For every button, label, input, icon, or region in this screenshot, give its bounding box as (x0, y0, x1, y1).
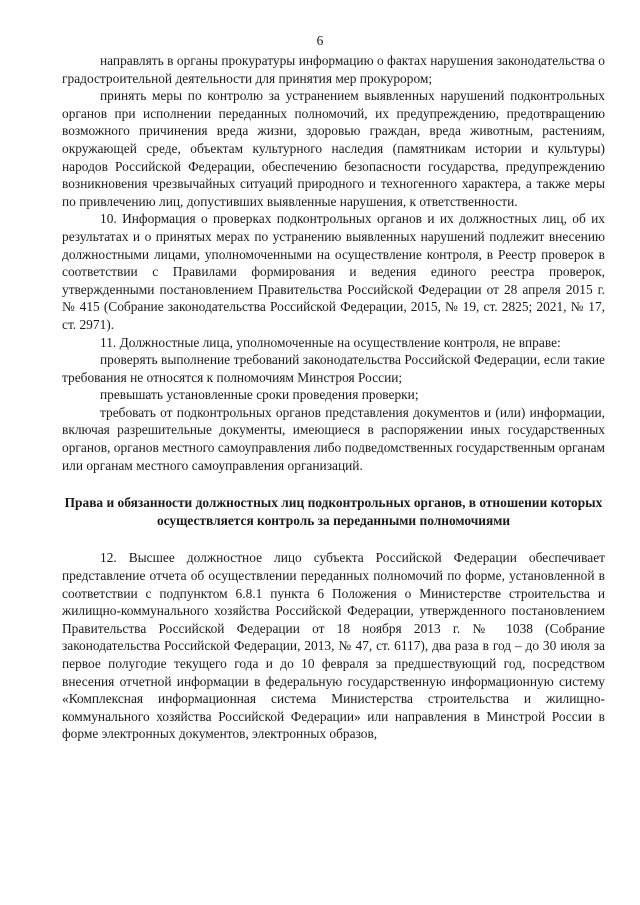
page-number: 6 (316, 33, 324, 48)
paragraph: требовать от подконтрольных органов представления документов и (или) информации, включая разрешительные документы, имеющиеся в распоряжении иных государственных органов, органов местного самоуправления либо подведомственных государственным органам или органам местного самоуправления организаций. (62, 404, 605, 473)
paragraph: проверять выполнение требований законодательства Российской Федерации, если такие требования не относятся к полномочиям Минстроя России; (62, 352, 605, 385)
paragraph: принять меры по контролю за устранением выявленных нарушений подконтрольных органов при исполнении переданных полномочий, их предупреждению, предотвращению возможного причинения вреда жизни, здоровью граждан, вреда животным, растениям, окружающей среде, объектам культурного наследия (памятникам истории и культуры) народов Российской Федерации, обеспечению безопасности государства, предупреждению возникновения чрезвычайных ситуаций природного и техногенного характера, а также меры по привлечению лиц, допустивших выявленные нарушения, к ответственности. (62, 88, 605, 209)
paragraph: превышать установленные сроки проведения проверки; (100, 387, 419, 403)
document-body (62, 52, 605, 743)
paragraph: 12. Высшее должностное лицо субъекта Российской Федерации обеспечивает представление отчета об осуществлении переданных полномочий по форме, установленной в соответствии с подпунктом 6.8.1 пункта 6 Положения о Министерстве строительства и жилищно-коммунального хозяйства Российской Федерации, утвержденного постановлением Правительства Российской Федерации от 18 ноября 2013 г. № 1038 (Собрание законодательства Российской Федерации, 2013, № 47, ст. 6117), два раза в год – до 30 июля за первое полугодие текущего года и до 10 февраля за предшествующий год, посредством внесения отчетной информации в федеральную государственную информационную систему «Комплексная информационная система Министерства строительства и жилищно-коммунального хозяйства Российской Федерации» или направления в Минстрой России в форме электронных документов, электронных образов, (62, 550, 605, 742)
paragraph: 11. Должностные лица, уполномоченные на осуществление контроля, не вправе: (100, 334, 561, 350)
paragraph: 10. Информация о проверках подконтрольных органов и их должностных лиц, об их результатах и о принятых мерах по устранению выявленных нарушений подлежит внесению должностными лицами, уполномоченными на осуществление контроля, в Реестр проверок в соответствии с Правилами формирования и ведения единого реестра проверок, утвержденными постановлением Правительства Российской Федерации от 28 апреля 2015 г. № 415 (Собрание законодательства Российской Федерации, 2015, № 19, ст. 2825; 2021, № 17, ст. 2971). (62, 211, 605, 332)
paragraph: направлять в органы прокуратуры информацию о фактах нарушения законодательства о градостроительной деятельности для принятия мер прокурором; (62, 53, 605, 86)
section-heading: Права и обязанности должностных лиц подконтрольных органов, в отношении которых осуществляется контроль за переданными полномочиями (64, 495, 603, 528)
